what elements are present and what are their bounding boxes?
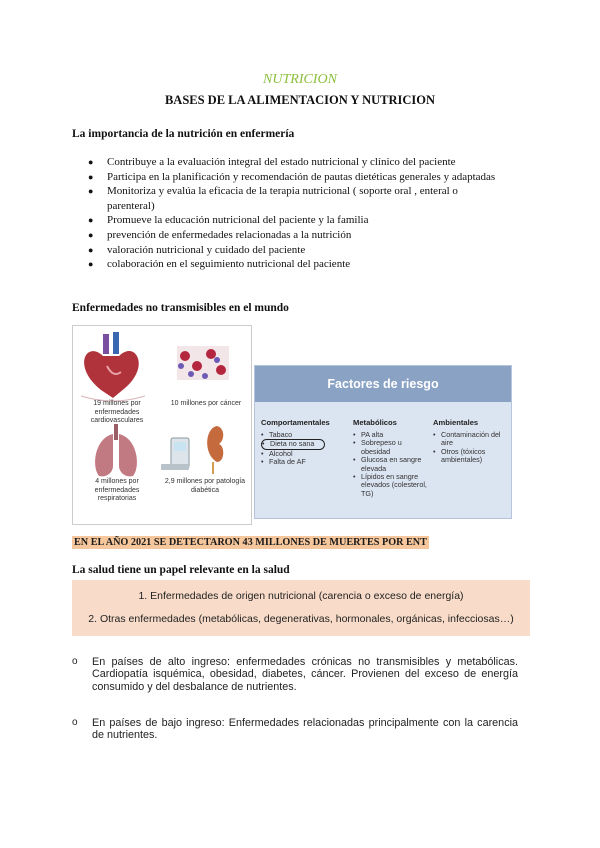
- bullet-icon: ●: [88, 244, 94, 255]
- caption-cancer: 10 millones por cáncer: [170, 400, 242, 407]
- list-item: • Falta de AF: [261, 458, 351, 466]
- bullet-icon: ●: [88, 229, 94, 240]
- list-item-text: Monitoriza y evalúa la eficacia de la terapia nutricional ( soporte oral , enteral o parenteral): [107, 185, 458, 212]
- bullet-icon: ●: [88, 171, 94, 182]
- mortality-illustration-panel: [72, 325, 252, 525]
- list-item: • Dieta no sana: [261, 439, 325, 449]
- paragraph-text: En países de bajo ingreso: Enfermedades relacionadas principalmente con la carencia de nutrientes.: [92, 717, 518, 742]
- caption-respiratory: 4 millones por enfermedades respiratorias: [94, 478, 140, 502]
- callout-item: 1. Enfermedades de origen nutricional (carencia o exceso de energía): [138, 590, 464, 602]
- risk-factors-panel: [254, 365, 512, 519]
- bullet-icon: ●: [88, 157, 94, 167]
- bullet-icon: ●: [88, 259, 94, 270]
- highlighted-statistic: EN EL AÑO 2021 SE DETECTARON 43 MILLONES DE MUERTES POR ENT: [74, 537, 427, 548]
- list-item: • Glucosa en sangre elevada: [353, 456, 429, 473]
- document-title: NUTRICION: [263, 72, 337, 87]
- list-item: • Lípidos en sangre elevados (colesterol, TG): [353, 473, 429, 498]
- risk-column-title: Comportamentales: [261, 418, 330, 427]
- list-item: [88, 155, 508, 170]
- paragraph-high-income: [72, 656, 518, 693]
- bullet-icon: ●: [88, 215, 94, 226]
- list-item: • Tabaco: [261, 431, 351, 439]
- importance-bullet-list: [88, 155, 508, 272]
- callout-item: 2. Otras enfermedades (metabólicas, degenerativas, hormonales, orgánicas, infecciosas…): [88, 613, 514, 625]
- circle-bullet-icon: o: [72, 717, 78, 728]
- list-item: • PA alta: [353, 431, 429, 439]
- heart-icon: [84, 332, 139, 398]
- section-heading-ncd: Enfermedades no transmisibles en el mundo: [72, 302, 289, 314]
- risk-column-metabolic: [353, 418, 429, 498]
- list-item-text: valoración nutricional y cuidado del paciente: [107, 243, 306, 256]
- list-item: [88, 213, 508, 228]
- caption-diabetes: 2,9 millones por patología diabética: [164, 478, 246, 494]
- glucometer-kidney-icon: [161, 426, 223, 474]
- risk-column-title: Ambientales: [433, 418, 479, 427]
- blood-cells-icon: [177, 346, 229, 380]
- paragraph-text: En países de alto ingreso: enfermedades crónicas no transmisibles y metabólicas. Cardiopatía isquémica, obesidad, diabetes, cáncer. Provienen del exceso de energía consumido y del desbalance de nutrientes.: [92, 656, 518, 693]
- list-item: • Sobrepeso u obesidad: [353, 439, 429, 456]
- circle-bullet-icon: o: [72, 656, 78, 667]
- risk-column-environmental: [433, 418, 507, 465]
- list-item: [88, 184, 508, 213]
- risk-column-behavioral: [261, 418, 351, 467]
- document-subtitle: BASES DE LA ALIMENTACION Y NUTRICION: [164, 93, 436, 107]
- list-item-text: colaboración en el seguimiento nutricional del paciente: [107, 258, 351, 271]
- list-item: • Contaminación del aire: [433, 431, 507, 448]
- list-item: [88, 257, 508, 272]
- caption-cardiovascular: 19 millones por enfermedades cardiovasculares: [90, 400, 144, 424]
- list-item: • Alcohol: [261, 450, 351, 458]
- paragraph-low-income: [72, 717, 518, 742]
- list-item-text: Contribuye a la evaluación integral del estado nutricional y clínico del paciente: [107, 156, 456, 168]
- bullet-icon: ●: [88, 186, 94, 197]
- list-item: [88, 170, 508, 185]
- list-item: [88, 243, 508, 258]
- list-item-text: prevención de enfermedades relacionadas a la nutrición: [107, 228, 352, 241]
- section-heading-importance: La importancia de la nutrición en enfermería: [72, 128, 295, 140]
- disease-origin-callout: [72, 580, 530, 636]
- list-item-text: Participa en la planificación y recomendación de pautas dietéticas generales y adaptadas: [107, 170, 496, 183]
- risk-factors-header: Factores de riesgo: [255, 366, 511, 402]
- list-item: • Otros (tóxicos ambientales): [433, 448, 507, 465]
- list-item: [88, 228, 508, 243]
- risk-column-title: Metabólicos: [353, 418, 397, 427]
- section-heading-health: La salud tiene un papel relevante en la salud: [72, 564, 290, 576]
- list-item-text: Promueve la educación nutricional del paciente y la familia: [107, 214, 369, 227]
- lungs-icon: [95, 424, 137, 476]
- ncd-figure: [72, 325, 512, 525]
